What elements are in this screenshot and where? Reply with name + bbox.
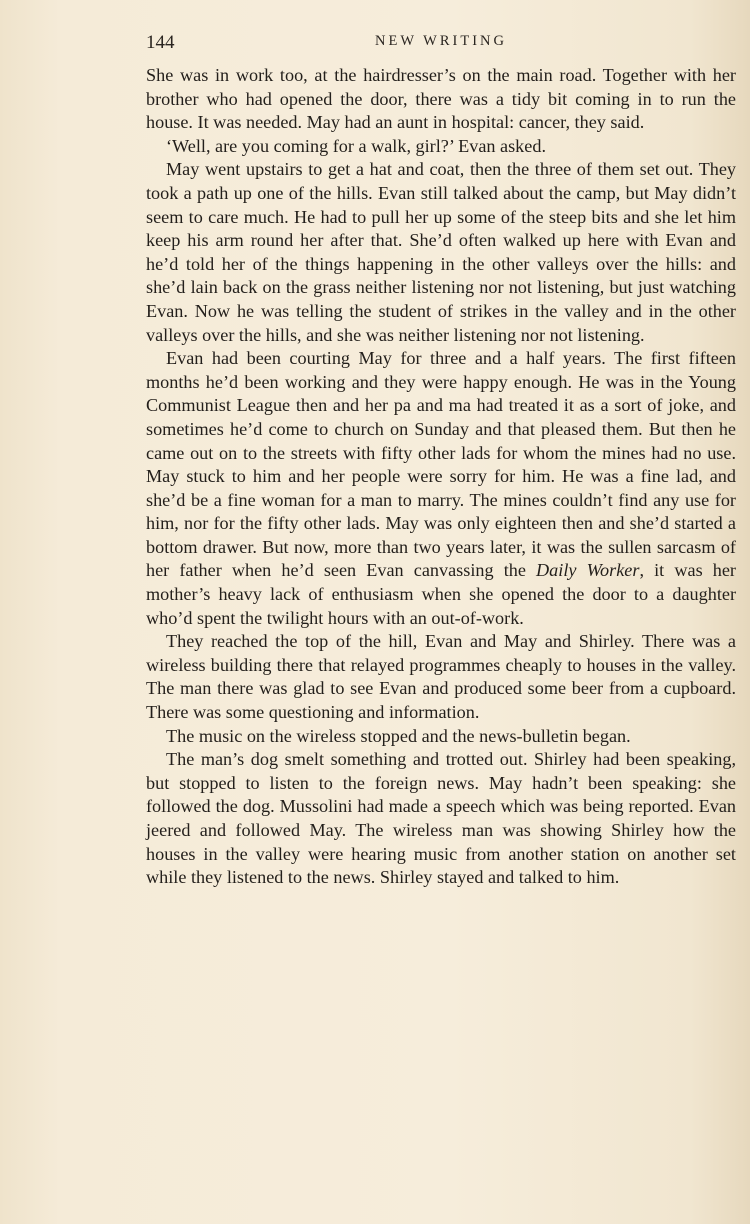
- page-header: [146, 32, 736, 54]
- paragraph: She was in work too, at the hairdresser’s on the main road. Together with her brother who had opened the door, there was a tidy bit coming in to run the house. It was needed. May had an aunt in hospital: cancer, they said.: [146, 65, 736, 133]
- newspaper-title: Daily Worker: [536, 560, 640, 581]
- page-number: 144: [146, 32, 175, 53]
- paragraph: ‘Well, are you coming for a walk, girl?’ Evan asked.: [166, 135, 546, 156]
- paragraph-text: Evan had been courting May for three and a half years. The first fifteen months he’d been working and they were happy enough. He was in the Young Communist League then and her pa and ma had treated it as a sort of joke, and sometimes he’d come to church on Sunday and that pleased them. But then he came out on to the streets with fifty other lads for whom the mines had no use. May stuck to him and her people were sorry for him. He was a fine lad, and she’d be a fine woman for a man to marry. The mines couldn’t find any use for him, nor for the fifty other lads. May was only eighteen then and she’d started a bottom drawer. But now, more than two years later, it was the sullen sarcasm of her father when he’d seen Evan canvassing the: [146, 348, 736, 581]
- body-text: [146, 64, 736, 890]
- paragraph: They reached the top of the hill, Evan and May and Shirley. There was a wireless building there that relayed programmes cheaply to houses in the valley. The man there was glad to see Evan and produced some beer from a cupboard. There was some questioning and information.: [146, 631, 736, 723]
- paragraph: [146, 347, 736, 630]
- paragraph: May went upstairs to get a hat and coat, then the three of them set out. They took a path up one of the hills. Evan still talked about the camp, but May didn’t seem to care much. He had to pull her up some of the steep bits and she let him keep his arm round her after that. She’d often walked up here with Evan and he’d told her of the things happening in the other valleys over the hills: and she’d lain back on the grass neither listening nor not listening, but just watching Evan. Now he was telling the student of strikes in the valley and in the other valleys over the hills, and she was neither listening nor not listening.: [146, 159, 736, 345]
- paragraph-text: , it was her mother’s heavy lack of enthusiasm when she opened the door to a daughter who’d spent the twilight hours with an out-of-work.: [146, 560, 736, 628]
- paragraph: The man’s dog smelt something and trotted out. Shirley had been speaking, but stopped to listen to the foreign news. May hadn’t been speaking: she followed the dog. Mussolini had made a speech which was being reported. Evan jeered and followed May. The wireless man was showing Shirley how the houses in the valley were hearing music from another station on another set while they listened to the news. Shirley stayed and talked to him.: [146, 749, 736, 888]
- paragraph: The music on the wireless stopped and the news-bulletin began.: [166, 725, 631, 746]
- running-head: NEW WRITING: [375, 33, 507, 49]
